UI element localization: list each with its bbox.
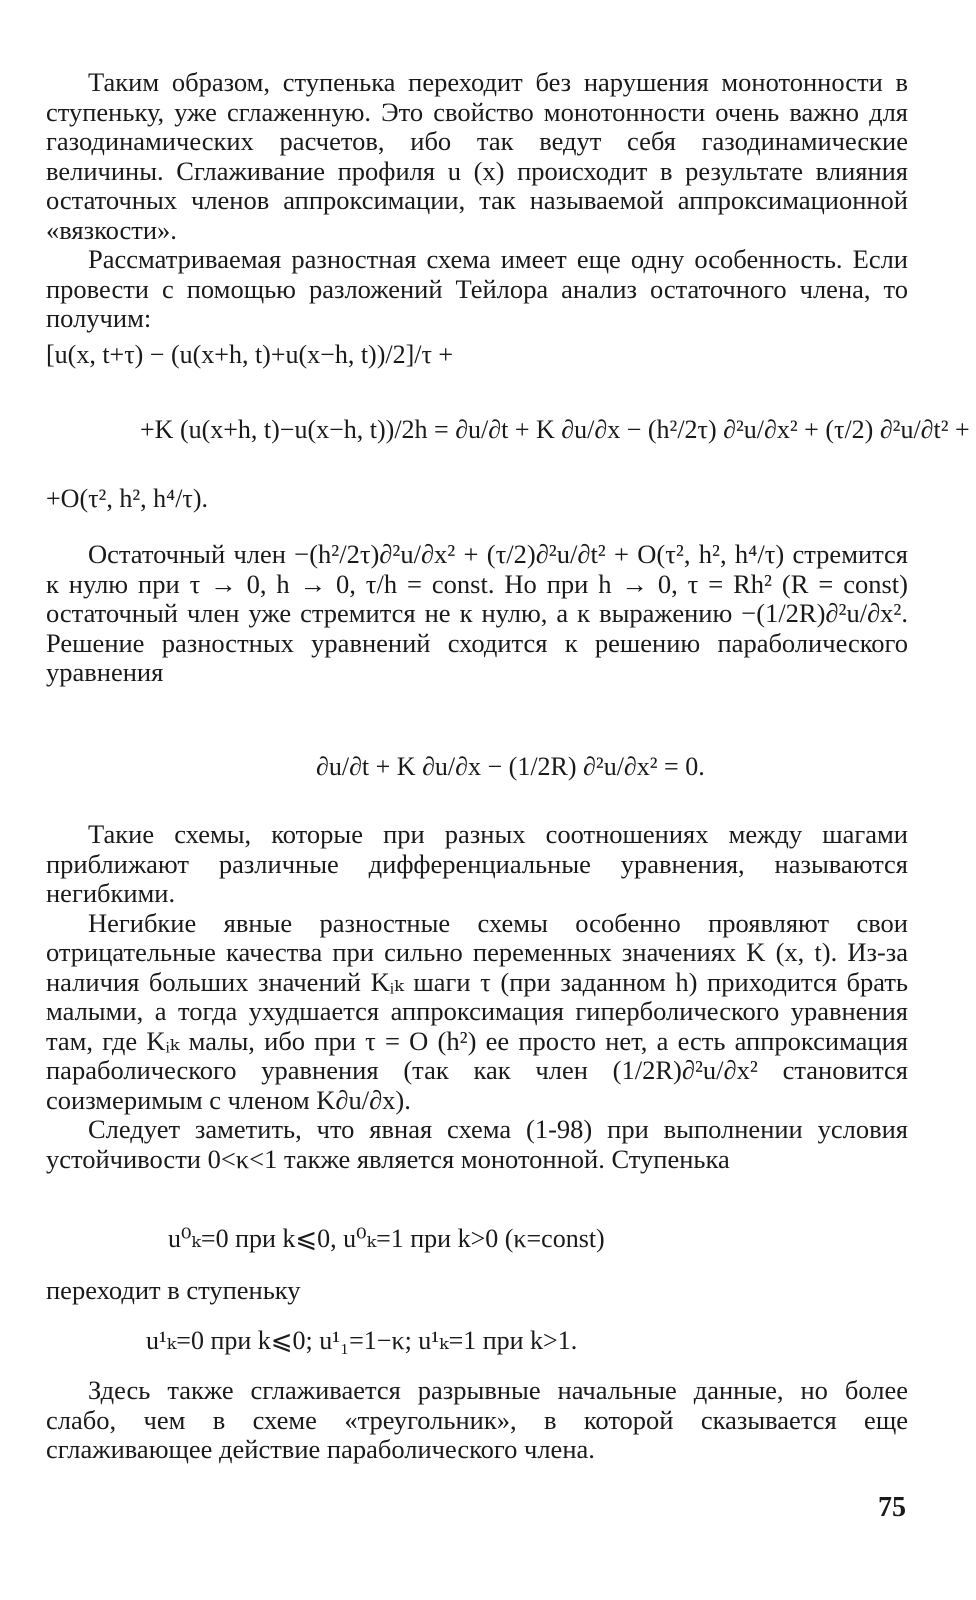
equation-taylor-line-3: +O(τ², h², h⁴/τ). (46, 484, 209, 513)
paragraph-intro (46, 68, 908, 334)
equation-step-result: u¹ₖ=0 при k⩽0; u¹₁=1−κ; u¹ₖ=1 при k>1. (146, 1326, 578, 1355)
paragraph-schemes (46, 820, 908, 1174)
paragraph-2: Рассматриваемая разностная схема имеет еще одну особенность. Если провести с помощью разложений Тейлора анализ остаточного члена, то получим: (46, 244, 908, 333)
paragraph-transition (46, 1276, 908, 1306)
paragraph-8: Здесь также сглаживается разрывные начальные данные, но более слабо, чем в схеме «треугольник», в которой сказывается еще сглаживающее действие параболического члена. (46, 1375, 908, 1464)
paragraph-6: Следует заметить, что явная схема (1-98) при выполнении условия устойчивости 0<κ<1 также является монотонной. Ступенька (46, 1114, 908, 1174)
paragraph-remainder (46, 540, 908, 688)
paragraph-1: Таким образом, ступенька переходит без нарушения монотонности в ступеньку, уже сглаженную. Это свойство монотонности очень важно для газодинамических расчетов, ибо так ведут себя газодинамические величины. Сглаживание профиля u (x) происходит в результате влияния остаточных членов аппроксимации, так называемой аппроксимационной «вязкости». (46, 67, 908, 245)
paragraph-3: Остаточный член −(h²/2τ)∂²u/∂x² + (τ/2)∂²u/∂t² + O(τ², h², h⁴/τ) стремится к нулю при τ → 0, h → 0, τ/h = const. Но при h → 0, τ = Rh² (R = const) остаточный член уже стремится не к нулю, а к выражению −(1/2R)∂²u/∂x². Решение разностных уравнений сходится к решению параболического уравнения (46, 539, 908, 687)
paragraph-5: Негибкие явные разностные схемы особенно проявляют свои отрицательные качества при сильно переменных значениях K (x, t). Из-за наличия больших значений Kᵢₖ шаги τ (при заданном h) приходится брать малыми, а тогда ухудшается аппроксимация гиперболического уравнения там, где Kᵢₖ малы, ибо при τ = O (h²) ее просто нет, а есть аппроксимация параболического уравнения (так как член (1/2R)∂²u/∂x² становится соизмеримым с членом K∂u/∂x). (46, 907, 908, 1115)
equation-parabolic: ∂u/∂t + K ∂u/∂x − (1/2R) ∂²u/∂x² = 0. (316, 752, 705, 781)
equation-step-initial: u⁰ₖ=0 при k⩽0, u⁰ₖ=1 при k>0 (κ=const) (168, 1224, 605, 1253)
paragraph-7: переходит в ступеньку (46, 1275, 301, 1305)
paragraph-4: Такие схемы, которые при разных соотношениях между шагами приближают различные дифференциальные уравнения, называются негибкими. (46, 819, 908, 908)
equation-taylor-line-2: +K (u(x+h, t)−u(x−h, t))/2h = ∂u/∂t + K ∂u/∂x − (h²/2τ) ∂²u/∂x² + (τ/2) ∂²u/∂t² + (140, 415, 970, 444)
paragraph-conclusion (46, 1376, 908, 1465)
equation-taylor-line-1: [u(x, t+τ) − (u(x+h, t)+u(x−h, t))/2]/τ + (46, 340, 454, 369)
page-number: 75 (878, 1492, 906, 1523)
